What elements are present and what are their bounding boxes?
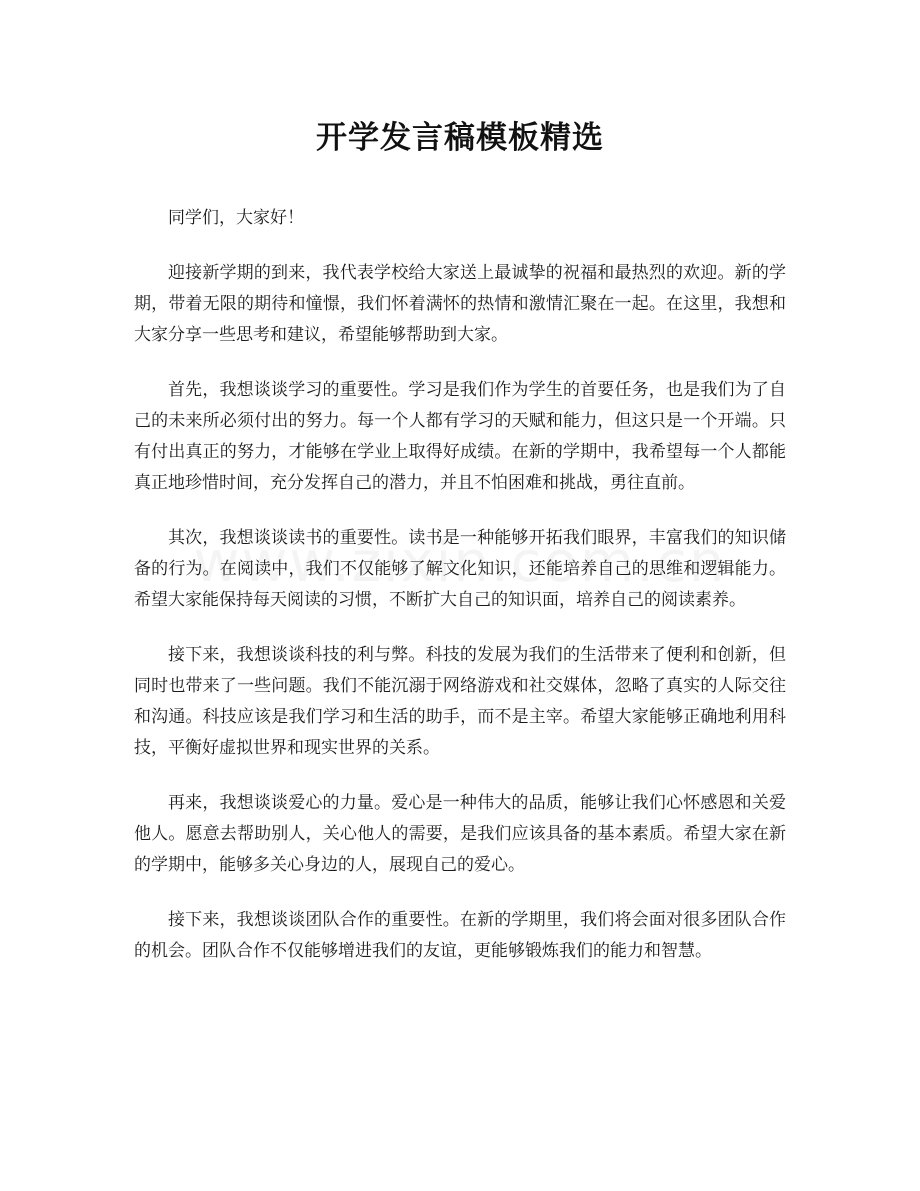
- paragraph-study: 首先，我想谈谈学习的重要性。学习是我们作为学生的首要任务，也是我们为了自己的未来所必须付出的努力。每一个人都有学习的天赋和能力，但这只是一个开端。只有付出真正的努力，才能够在学业上取得好成绩。在新的学期中，我希望每一个人都能真正地珍惜时间，充分发挥自己的潜力，并且不怕困难和挑战，勇往直前。: [134, 380, 786, 493]
- paragraph-teamwork: 接下来，我想谈谈团队合作的重要性。在新的学期里，我们将会面对很多团队合作的机会。团队合作不仅能够增进我们的友谊，更能够锻炼我们的能力和智慧。: [134, 910, 786, 961]
- paragraph-kindness: 再来，我想谈谈爱心的力量。爱心是一种伟大的品质，能够让我们心怀感恩和关爱他人。愿意去帮助别人，关心他人的需要，是我们应该具备的基本素质。希望大家在新的学期中，能够多关心身边的人，展现自己的爱心。: [134, 793, 786, 875]
- paragraph-greeting: 同学们，大家好！: [168, 208, 304, 228]
- paragraph-welcome: 迎接新学期的到来，我代表学校给大家送上最诚挚的祝福和最热烈的欢迎。新的学期，带着无限的期待和憧憬，我们怀着满怀的热情和激情汇聚在一起。在这里，我想和大家分享一些思考和建议，希望能够帮助到大家。: [134, 263, 786, 345]
- document-title: 开学发言稿模板精选: [316, 120, 604, 156]
- paragraph-reading: 其次，我想谈谈读书的重要性。读书是一种能够开拓我们眼界，丰富我们的知识储备的行为。在阅读中，我们不仅能够了解文化知识，还能培养自己的思维和逻辑能力。希望大家能保持每天阅读的习惯，不断扩大自己的知识面，培养自己的阅读素养。: [134, 528, 786, 610]
- paragraph-technology: 接下来，我想谈谈科技的利与弊。科技的发展为我们的生活带来了便利和创新，但同时也带来了一些问题。我们不能沉溺于网络游戏和社交媒体，忽略了真实的人际交往和沟通。科技应该是我们学习和生活的助手，而不是主宰。希望大家能够正确地利用科技，平衡好虚拟世界和现实世界的关系。: [134, 645, 786, 758]
